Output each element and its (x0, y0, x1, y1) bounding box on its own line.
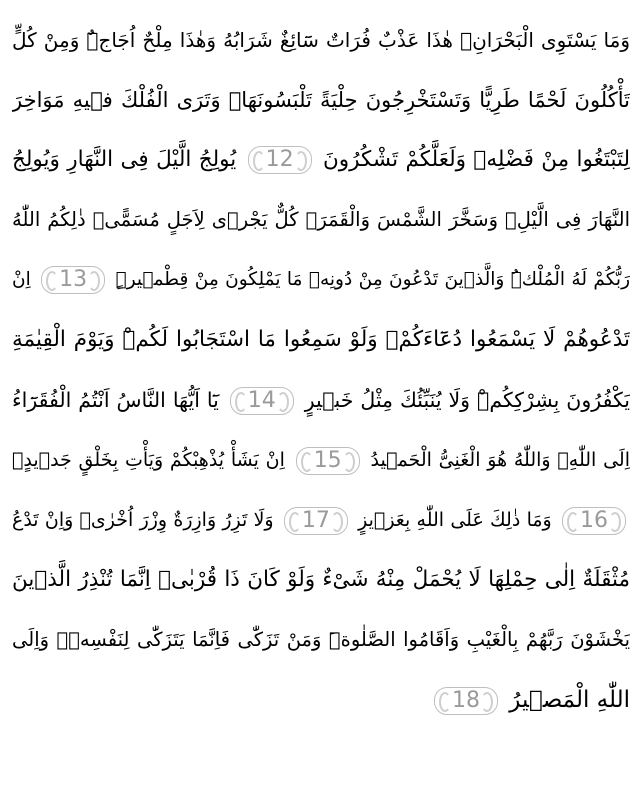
verse-line-11 (12, 610, 630, 670)
verse-text: اِنْ (12, 269, 31, 290)
verse-line-7 (12, 370, 630, 430)
verse-line-6 (12, 310, 630, 370)
verse-text: لِتَبْتَغُوا مِنْ فَضْلِهٖ وَلَعَلَّكُمْ تَشْكُرُونَ (323, 147, 630, 172)
ayah-number: 17 (301, 507, 330, 533)
ayah-number: 16 (579, 507, 608, 533)
verse-text: يَكْفُرُونَ بِشِرْكِكُمْۜ وَلَا يُنَبِّئُكَ مِثْلُ خَبٖيرٍ (304, 388, 630, 412)
verse-text: اِلَى اللّٰهِۚ وَاللّٰهُ هُوَ الْغَنِىُّ الْحَمٖيدُ (370, 449, 630, 471)
verse-line-12 (12, 670, 630, 730)
verse-line-9 (12, 490, 630, 550)
verse-text: اللّٰهِ الْمَصٖيرُ (509, 687, 630, 713)
ayah-number-marker (562, 507, 626, 535)
ayah-number: 18 (451, 687, 480, 713)
ayah-number: 14 (247, 388, 276, 413)
ayah-number-marker (434, 687, 498, 715)
verse-text: وَمَا يَسْتَوِى الْبَحْرَانِۗ هٰذَا عَذْبٌ فُرَاتٌ سَٓائِغٌ شَرَابُهُ وَهٰذَا مِلْحٌ اُجَاجٌۜ وَمِنْ كُلٍّ (12, 28, 630, 52)
verse-line-3 (12, 130, 630, 190)
verse-text: يُولِجُ الَّيْلَ فِى النَّهَارِ وَيُولِجُ (12, 147, 237, 172)
verse-text: وَلَا تَزِرُ وَازِرَةٌ وِزْرَ اُخْرٰىۜ وَاِنْ تَدْعُ (12, 509, 274, 531)
ayah-number-marker (230, 387, 294, 415)
verse-line-10 (12, 550, 630, 610)
verse-text: يَخْشَوْنَ رَبَّهُمْ بِالْغَيْبِ وَاَقَامُوا الصَّلٰوةَۜ وَمَنْ تَزَكّٰى فَاِنَّمَا يَتَزَكّٰى لِنَفْسِهٖۜ وَاِلَى (12, 628, 630, 651)
ayah-number-marker (296, 447, 360, 475)
verse-text: تَدْعُوهُمْ لَا يَسْمَعُوا دُعَٓاءَكُمْۚ وَلَوْ سَمِعُوا مَا اسْتَجَابُوا لَكُمْۜ وَيَوْمَ الْقِيٰمَةِ (12, 327, 630, 352)
verse-text: وَمَا ذٰلِكَ عَلَى اللّٰهِ بِعَزٖيزٍ (358, 509, 552, 531)
verse-line-5 (12, 250, 630, 310)
verse-text: اِنْ يَشَأْ يُذْهِبْكُمْ وَيَأْتِ بِخَلْقٍ جَدٖيدٍۚ (12, 449, 285, 471)
ayah-number-marker (248, 146, 312, 174)
verse-line-4 (12, 190, 630, 250)
ayah-number: 12 (265, 147, 294, 172)
verse-text: مُثْقَلَةٌ اِلٰى حِمْلِهَا لَا يُحْمَلْ مِنْهُ شَیْءٌ وَلَوْ كَانَ ذَا قُرْبٰىۜ اِنَّمَا تُنْذِرُ الَّذٖينَ (12, 567, 630, 592)
verse-text: النَّهَارَ فِى الَّيْلِۙ وَسَخَّرَ الشَّمْسَ وَالْقَمَرَۘ كُلٌّ يَجْرٖى لِاَجَلٍ مُسَمًّىۜ ذٰلِكُمُ اللّٰهُ (12, 208, 630, 231)
ayah-number-marker (284, 507, 348, 535)
ayah-number: 15 (313, 447, 342, 473)
verse-text: يَٓا اَيُّهَا النَّاسُ اَنْتُمُ الْفُقَرَٓاءُ (12, 388, 219, 412)
verse-line-8 (12, 430, 630, 490)
verse-text: رَبُّكُمْ لَهُ الْمُلْكُۜ وَالَّذٖينَ تَدْعُونَ مِنْ دُونِهٖ مَا يَمْلِكُونَ مِنْ قِطْمٖيرٍۜ (115, 269, 630, 290)
verse-text: تَأْكُلُونَ لَحْمًا طَرِيًّا وَتَسْتَخْرِجُونَ حِلْيَةً تَلْبَسُونَهَاۚ وَتَرَى الْفُلْكَ فٖيهِ مَوَاخِرَ (12, 88, 630, 112)
verse-line-2 (12, 70, 630, 130)
verse-line-1 (12, 10, 630, 70)
ayah-number: 13 (59, 267, 88, 292)
ayah-number-marker (41, 266, 105, 294)
